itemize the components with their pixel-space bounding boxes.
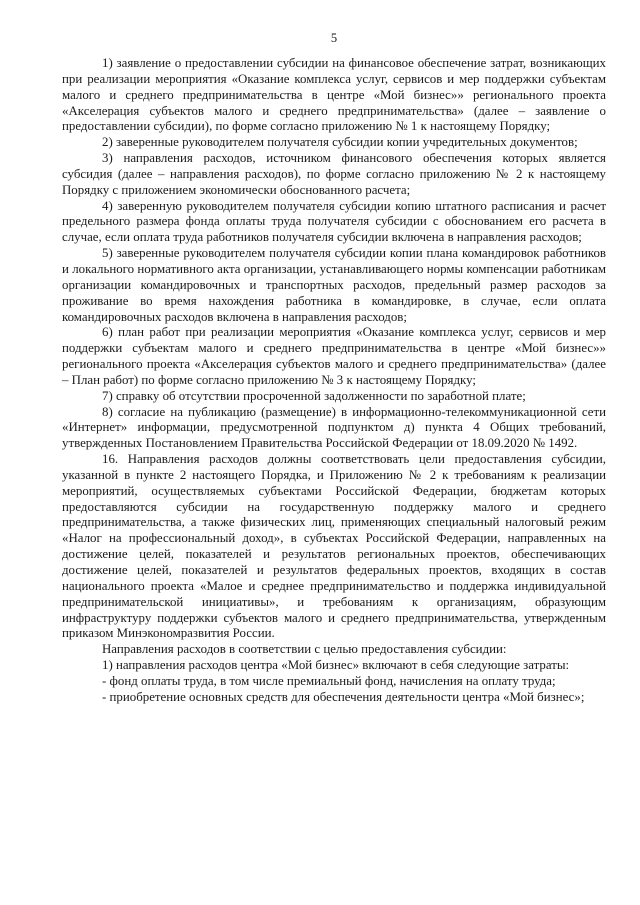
document-body [62, 56, 606, 706]
paragraph-clause-16: 16. Направления расходов должны соответствовать цели предоставления субсидии, указанной в пункте 2 настоящего Порядка, и Приложению № 2 к требованиям к реализации мероприятий, осуществляемых субъектами Российской Федерации, бюджетам которых предоставляются субсидии на государственную поддержку малого и среднего предпринимательства, а также физических лиц, применяющих специальный налоговый режим «Налог на профессиональный доход», в субъектах Российской Федерации, направленных на достижение целей, показателей и результатов региональных проектов, обеспечивающих достижение целей, показателей и результатов федеральных проектов, входящих в состав национального проекта «Малое и среднее предпринимательство и поддержка индивидуальной предпринимательской инициативы», и требованиям к организациям, образующим инфраструктуру поддержки субъектов малого и среднего предпринимательства, утвержденным приказом Минэкономразвития России. [62, 452, 606, 641]
paragraph-item-3-expense-directions: 3) направления расходов, источником финансового обеспечения которых является субсидия (далее – направления расходов), по форме согласно приложению № 2 к настоящему Порядку с приложением экономически обоснованного расчета; [62, 151, 606, 197]
paragraph-item-1-application: 1) заявление о предоставлении субсидии на финансовое обеспечение затрат, возникающих при реализации мероприятия «Оказание комплекса услуг, сервисов и мер поддержки субъектам малого и среднего предпринимательства в центре «Мой бизнес»» регионального проекта «Акселерация субъектов малого и среднего предпринимательства» (далее – заявление о предоставлении субсидии), по форме согласно приложению № 1 к настоящему Порядку; [62, 56, 606, 134]
paragraph-item-8-publication-consent: 8) согласие на публикацию (размещение) в информационно-телекоммуникационной сети «Интернет» информации, предусмотренной подпунктом д) пункта 4 Общих требований, утвержденных Постановлением Правительства Российской Федерации от 18.09.2020 № 1492. [62, 404, 606, 451]
paragraph-item-4-staff-schedule: 4) заверенную руководителем получателя субсидии копию штатного расписания и расчет предельного размера фонда оплаты труда получателя субсидии с обоснованием его расчета в случае, если оплата труда работников получателя субсидии включена в направления расходов; [62, 198, 606, 245]
paragraph-fixed-assets: - приобретение основных средств для обеспечения деятельности центра «Мой бизнес»; [102, 689, 585, 704]
page-number: 5 [330, 31, 338, 45]
paragraph-expense-directions-intro: Направления расходов в соответствии с целью предоставления субсидии: [102, 642, 507, 657]
paragraph-center-expenses: 1) направления расходов центра «Мой бизнес» включают в себя следующие затраты: [102, 658, 570, 673]
paragraph-item-7-salary-debt-certificate: 7) справку об отсутствии просроченной задолженности по заработной плате; [102, 388, 526, 403]
paragraph-payroll-fund: - фонд оплаты труда, в том числе премиальный фонд, начисления на оплату труда; [102, 673, 556, 688]
paragraph-item-6-work-plan: 6) план работ при реализации мероприятия «Оказание комплекса услуг, сервисов и мер поддержки субъектам малого и среднего предпринимательства в центре «Мой бизнес»» регионального проекта «Акселерация субъектов малого и среднего предпринимательства» (далее – План работ) по форме согласно приложению № 3 к настоящему Порядку; [62, 325, 606, 387]
paragraph-item-2-charter-documents: 2) заверенные руководителем получателя субсидии копии учредительных документов; [102, 135, 578, 150]
paragraph-item-5-business-trips: 5) заверенные руководителем получателя субсидии копии плана командировок работников и локального нормативного акта организации, устанавливающего нормы компенсации работникам организации командировочных и транспортных расходов, предельный размер расходов за проживание во время нахождения работника в командировке, в случае, если оплата командировочных расходов включена в направления расходов; [62, 246, 606, 324]
